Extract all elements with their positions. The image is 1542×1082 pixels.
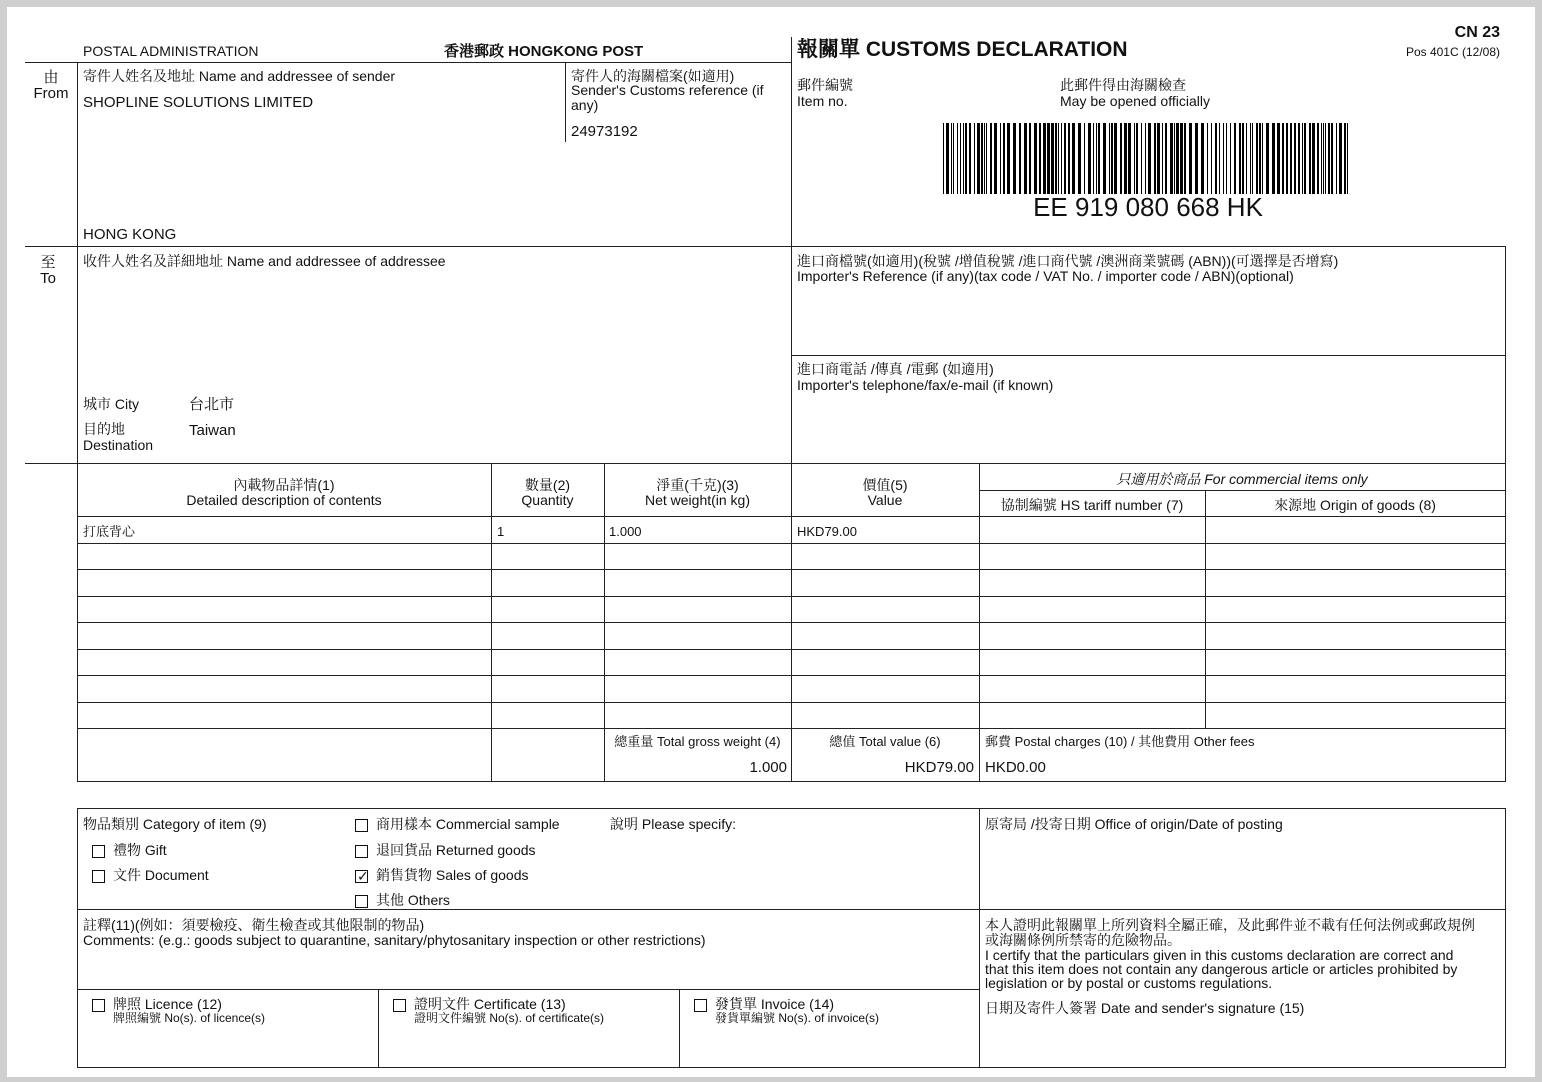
barcode-bar (1272, 123, 1275, 194)
barcode-bar (1256, 123, 1258, 194)
barcode-bar (1201, 123, 1204, 194)
barcode-bar (1309, 123, 1311, 194)
invoice-sub-label: 發貨單編號 No(s). of invoice(s) (715, 1011, 880, 1025)
barcode-bar (1162, 123, 1163, 194)
barcode-bar (1019, 123, 1021, 194)
gift-checkbox[interactable] (92, 845, 105, 858)
others-label: 其他 Others (376, 892, 450, 908)
barcode-bar (994, 123, 997, 194)
barcode-bar (1111, 123, 1113, 194)
office-of-origin-label: 原寄局 /投寄日期 Office of origin/Date of posting (985, 816, 1283, 832)
barcode-bar (990, 123, 992, 194)
barcode-bar (1344, 123, 1346, 194)
barcode-bar (1064, 123, 1066, 194)
barcode-bar (1246, 123, 1247, 194)
divider (791, 37, 792, 463)
barcode-bar (1084, 123, 1085, 194)
divider (1205, 490, 1206, 728)
barcode-bar (1170, 123, 1173, 194)
barcode-bar (1211, 123, 1212, 194)
barcode-bar (1093, 123, 1094, 194)
divider (77, 543, 1505, 544)
barcode-bar (1277, 123, 1280, 194)
barcode-bar (977, 123, 980, 194)
returned-goods-label: 退回貨品 Returned goods (376, 842, 536, 858)
barcode-bar (1262, 123, 1263, 194)
divider (791, 355, 1505, 356)
importer-ref-label-en: Importer's Reference (if any)(tax code / VAT No. / importer code / ABN)(optional) (797, 268, 1294, 284)
barcode-bar (1114, 123, 1117, 194)
certificate-sub-label: 證明文件編號 No(s). of certificate(s) (414, 1011, 605, 1025)
barcode-bar (984, 123, 985, 194)
divider (77, 728, 1505, 729)
to-label-en: To (40, 270, 56, 287)
barcode-bar (1157, 123, 1160, 194)
item-no-label-zh: 郵件編號 (797, 77, 853, 93)
licence-sub-label: 牌照編號 No(s). of licence(s) (113, 1011, 266, 1025)
barcode-bar (946, 123, 949, 194)
barcode-bar (960, 123, 961, 194)
barcode-bar (1013, 123, 1016, 194)
col-qty-header-zh: 數量(2) (524, 477, 571, 493)
barcode-bar (974, 123, 975, 194)
barcode-bar (1259, 123, 1261, 194)
divider (77, 702, 1505, 703)
opened-officially-label-zh: 此郵件得由海關檢查 (1060, 77, 1186, 93)
invoice-checkbox[interactable] (694, 999, 707, 1012)
importer-tel-label-en: Importer's telephone/fax/e-mail (if known) (797, 377, 1054, 393)
postal-charges-label: 郵費 Postal charges (10) / 其他費用 Other fees (985, 734, 1255, 749)
barcode-bar (1055, 123, 1057, 194)
barcode-bar (1266, 123, 1269, 194)
divider (979, 808, 980, 1068)
divider (77, 989, 979, 990)
barcode-bar (1250, 123, 1251, 194)
barcode-bar (1165, 123, 1167, 194)
divider (25, 463, 1505, 464)
barcode-bar (1128, 123, 1131, 194)
divider (1505, 463, 1506, 781)
col-hs-header: 協制編號 HS tariff number (7) (1000, 497, 1184, 513)
barcode-bar (1024, 123, 1027, 194)
divider (77, 675, 1505, 676)
destination-label-zh: 目的地 (83, 421, 125, 437)
divider (77, 649, 1505, 650)
opened-officially-label-en: May be opened officially (1060, 93, 1210, 109)
postal-charges-value[interactable]: HKD0.00 (985, 759, 1046, 776)
sales-of-goods-checkbox[interactable] (355, 870, 368, 883)
city-label: 城市 City (83, 396, 139, 412)
barcode-bar (1148, 123, 1151, 194)
barcode-bar (1336, 123, 1337, 194)
divider (77, 622, 1505, 623)
barcode-bar (1215, 123, 1217, 194)
barcode-bar (1039, 123, 1041, 194)
divider (679, 989, 680, 1068)
returned-goods-checkbox[interactable] (355, 845, 368, 858)
barcode-bar (1096, 123, 1097, 194)
barcode-bar (953, 123, 954, 194)
divider (77, 909, 1505, 910)
col-weight-header-en: Net weight(in kg) (644, 492, 751, 508)
total-weight-value[interactable]: 1.000 (749, 759, 787, 776)
barcode-bar (1180, 123, 1183, 194)
barcode-bar (1282, 123, 1284, 194)
barcode-bar (1051, 123, 1054, 194)
barcode-bar (1189, 123, 1192, 194)
sender-name[interactable]: SHOPLINE SOLUTIONS LIMITED (83, 94, 314, 111)
total-weight-label: 總重量 Total gross weight (4) (614, 734, 781, 749)
commercial-only-header: 只適用於商品 For commercial items only (1116, 471, 1368, 487)
check-mark-icon: ✓ (357, 868, 369, 884)
barcode-bar (1242, 123, 1244, 194)
barcode-bar (1226, 123, 1227, 194)
barcode-bar (1298, 123, 1300, 194)
customs-declaration-sheet (7, 7, 1535, 1077)
tracking-number: EE 919 080 668 HK (1033, 192, 1263, 222)
barcode-bar (1029, 123, 1031, 194)
divider (77, 596, 1505, 597)
barcode-bar (969, 123, 971, 194)
barcode-bar (1047, 123, 1050, 194)
barcode-bar (1290, 123, 1292, 194)
invoice-label: 發貨單 Invoice (14) (715, 996, 835, 1012)
col-value-header-en: Value (867, 492, 903, 508)
sender-country[interactable]: HONG KONG (83, 226, 177, 243)
form-code: CN 23 (1454, 24, 1500, 41)
barcode-bar (1323, 123, 1324, 194)
barcode-bar (981, 123, 983, 194)
form-reference: Pos 401C (12/08) (1405, 45, 1500, 59)
commercial-sample-checkbox[interactable] (355, 819, 368, 832)
licence-label: 牌照 Licence (12) (113, 996, 222, 1012)
barcode-bar (963, 123, 964, 194)
barcode-bar (1068, 123, 1070, 194)
divider (77, 516, 1505, 517)
barcode-bar (1072, 123, 1075, 194)
importer-ref-label-zh: 進口商檔號(如適用)(稅號 /增值稅號 /進口商代號 /澳洲商業號碼 (ABN))(可選擇是否增寫) (797, 253, 1339, 269)
tracking-barcode (943, 123, 1353, 194)
comments-label-zh: 註釋(11)(例如：須要檢疫、衛生檢查或其他限制的物品) (83, 917, 425, 933)
barcode-bar (1134, 123, 1135, 194)
certificate-checkbox[interactable] (393, 999, 406, 1012)
col-weight-header-zh: 淨重(千克)(3) (656, 477, 739, 493)
barcode-bar (957, 123, 958, 194)
others-checkbox[interactable] (355, 895, 368, 908)
item-no-label-en: Item no. (797, 93, 848, 109)
barcode-bar (1103, 123, 1106, 194)
barcode-bar (1304, 123, 1306, 194)
barcode-bar (1098, 123, 1100, 194)
divider (77, 62, 78, 463)
category-label: 物品類別 Category of item (9) (83, 816, 267, 832)
city-value[interactable]: 台北市 (189, 396, 235, 413)
barcode-bar (1120, 123, 1122, 194)
row-1-weight[interactable]: 1.000 (609, 524, 642, 539)
barcode-bar (1347, 123, 1348, 194)
total-value-label: 總值 Total value (6) (829, 734, 941, 749)
divider (979, 490, 1505, 491)
certify-text-zh-2: 或海關條例所禁寄的危險物品。 (985, 932, 1181, 948)
barcode-bar (1145, 123, 1146, 194)
document-label: 文件 Document (113, 867, 209, 883)
barcode-bar (1294, 123, 1296, 194)
please-specify-label: 說明 Please specify: (610, 816, 737, 832)
barcode-bar (1000, 123, 1001, 194)
barcode-bar (1034, 123, 1037, 194)
divider (378, 989, 379, 1068)
barcode-bar (1124, 123, 1127, 194)
divider (77, 569, 1505, 570)
barcode-bar (986, 123, 987, 194)
barcode-bar (965, 123, 967, 194)
sender-customs-ref[interactable]: 24973192 (571, 123, 638, 140)
barcode-bar (1239, 123, 1241, 194)
barcode-bar (1088, 123, 1091, 194)
signature-label: 日期及寄件人簽署 Date and sender's signature (15) (985, 1000, 1305, 1016)
certificate-label: 證明文件 Certificate (13) (414, 996, 566, 1012)
divider (77, 781, 1506, 782)
divider (25, 246, 1505, 247)
col-qty-header-en: Quantity (521, 492, 574, 508)
barcode-bar (1043, 123, 1046, 194)
barcode-bar (1312, 123, 1315, 194)
certify-text-en-3: legislation or by postal or customs regulations. (985, 975, 1273, 991)
gift-label: 禮物 Gift (113, 842, 167, 858)
barcode-bar (1195, 123, 1198, 194)
barcode-bar (1325, 123, 1326, 194)
document-checkbox[interactable] (92, 870, 105, 883)
comments-label-en: Comments: (e.g.: goods subject to quarantine, sanitary/phytosanitary inspection or other restrictions) (83, 932, 706, 948)
barcode-bar (1176, 123, 1179, 194)
commercial-sample-label: 商用樣本 Commercial sample (376, 816, 560, 832)
sender-field-label: 寄件人姓名及地址 Name and addressee of sender (83, 68, 396, 84)
postal-administration-label: POSTAL ADMINISTRATION (83, 43, 259, 59)
barcode-bar (1058, 123, 1059, 194)
destination-value[interactable]: Taiwan (189, 422, 236, 439)
barcode-bar (1061, 123, 1062, 194)
barcode-bar (1184, 123, 1186, 194)
barcode-bar (1317, 123, 1319, 194)
barcode-bar (1234, 123, 1236, 194)
barcode-bar (951, 123, 952, 194)
barcode-bar (1078, 123, 1081, 194)
barcode-bar (1109, 123, 1110, 194)
barcode-bar (1174, 123, 1175, 194)
barcode-bar (1154, 123, 1156, 194)
divider (1505, 246, 1506, 463)
barcode-bar (1003, 123, 1005, 194)
addressee-field-label: 收件人姓名及詳細地址 Name and addressee of addressee (83, 253, 446, 269)
col-desc-header-en: Detailed description of contents (186, 492, 382, 508)
barcode-bar (1252, 123, 1253, 194)
col-origin-header: 來源地 Origin of goods (8) (1274, 497, 1436, 513)
total-value-value[interactable]: HKD79.00 (904, 759, 974, 776)
certify-text-zh-1: 本人證明此報關單上所列資料全屬正確，及此郵件並不載有任何法例或郵政規例 (985, 917, 1475, 933)
barcode-bar (1007, 123, 1010, 194)
barcode-bar (1328, 123, 1330, 194)
from-label-en: From (33, 85, 69, 102)
row-1-qty[interactable]: 1 (497, 524, 505, 539)
barcode-bar (1302, 123, 1303, 194)
barcode-bar (1321, 123, 1322, 194)
hongkong-post-label: 香港郵政 HONGKONG POST (444, 43, 644, 60)
barcode-bar (1339, 123, 1342, 194)
barcode-bar (943, 123, 944, 194)
barcode-bar (1207, 123, 1208, 194)
certify-text-en-1: I certify that the particulars given in this customs declaration are correct and (985, 947, 1454, 963)
importer-tel-label-zh: 進口商電話 /傳真 /電郵 (如適用) (797, 361, 994, 377)
divider (565, 62, 566, 142)
barcode-bar (1331, 123, 1333, 194)
barcode-bar (1223, 123, 1224, 194)
sender-customs-ref-label-zh: 寄件人的海關檔案(如適用) (571, 68, 735, 84)
barcode-bar (1136, 123, 1138, 194)
sales-of-goods-label: 銷售貨物 Sales of goods (376, 867, 529, 883)
col-value-header-zh: 價值(5) (862, 477, 908, 493)
to-label-zh: 至 (40, 254, 56, 271)
destination-label-en: Destination (83, 437, 154, 453)
barcode-bar (1219, 123, 1220, 194)
barcode-bar (1286, 123, 1288, 194)
row-1-value[interactable]: HKD79.00 (797, 524, 857, 539)
barcode-bar (1230, 123, 1231, 194)
page-title: 報關單 CUSTOMS DECLARATION (797, 38, 1128, 61)
divider (25, 62, 791, 63)
col-desc-header-zh: 內載物品詳情(1) (233, 477, 335, 493)
sender-customs-ref-label-en: Sender's Customs reference (if any) (571, 82, 764, 113)
row-1-desc[interactable]: 打底背心 (83, 524, 136, 539)
licence-checkbox[interactable] (92, 999, 105, 1012)
barcode-bar (1141, 123, 1142, 194)
certify-text-en-2: that this item does not contain any dangerous article or articles prohibited by (985, 961, 1458, 977)
from-label-zh: 由 (43, 69, 59, 86)
